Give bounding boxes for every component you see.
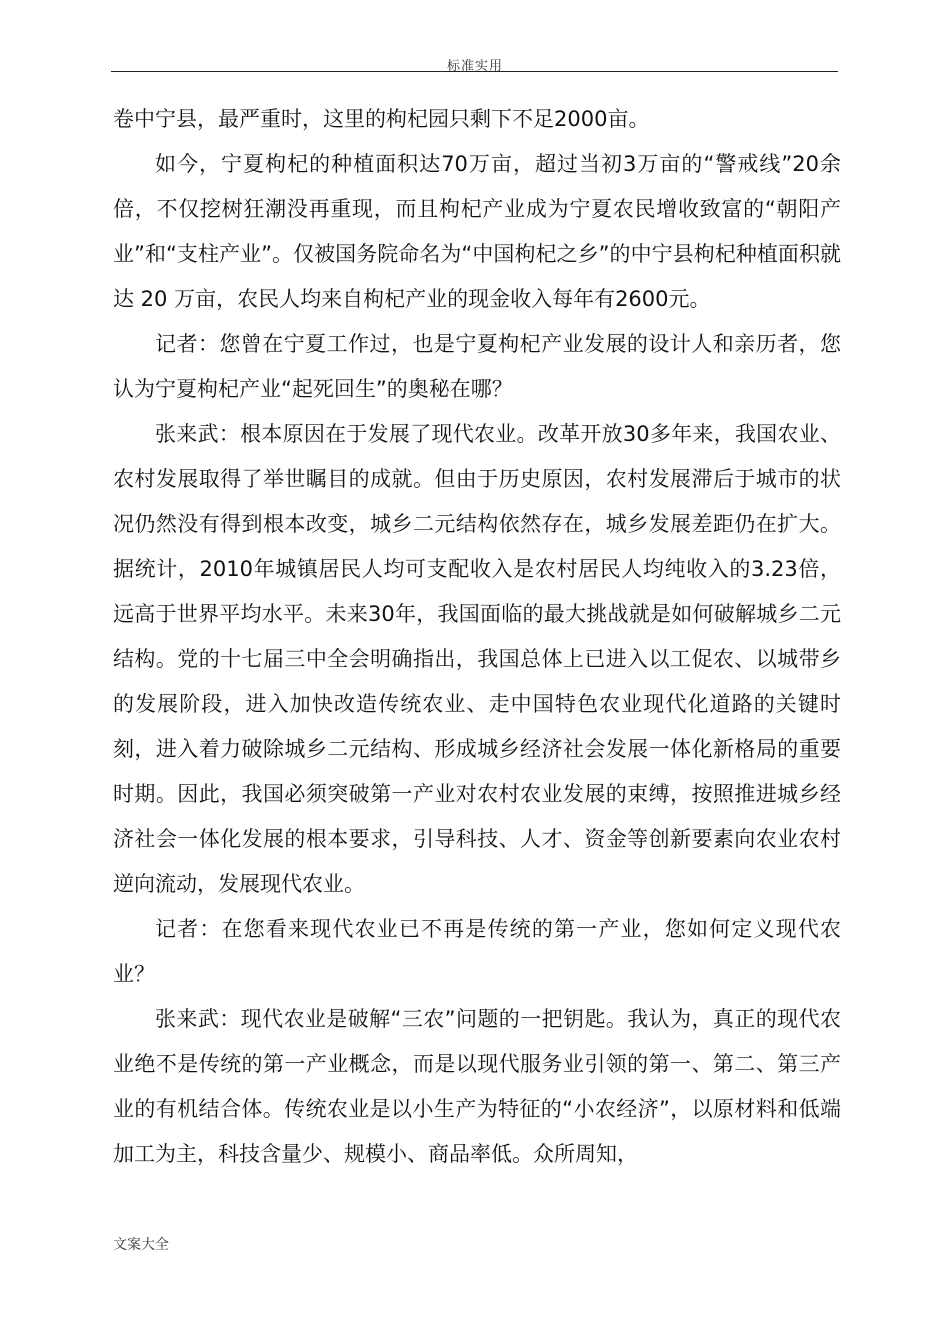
paragraph-answer: 张来武：现代农业是破解“三农”问题的一把钥匙。我认为，真正的现代农业绝不是传统的第一产业概念，而是以现代服务业引领的第一、第二、第三产业的有机结合体。传统农业是以小生产为特征的“小农经济”，以原材料和低端加工为主，科技含量少、规模小、商品率低。众所周知， <box>113 1007 841 1166</box>
paragraph-continued: 卷中宁县，最严重时，这里的枸杞园只剩下不足2000亩。 <box>113 107 650 131</box>
paragraph-answer: 张来武：根本原因在于发展了现代农业。改革开放30多年来，我国农业、农村发展取得了举世瞩目的成就。但由于历史原因，农村发展滞后于城市的状况仍然没有得到根本改变，城乡二元结构依然存在，城乡发展差距仍在扩大。据统计，2010年城镇居民人均可支配收入是农村居民人均纯收入的3.23倍，远高于世界平均水平。未来30年，我国面临的最大挑战就是如何破解城乡二元结构。党的十七届三中全会明确指出，我国总体上已进入以工促农、以城带乡的发展阶段，进入加快改造传统农业、走中国特色农业现代化道路的关键时刻，进入着力破除城乡二元结构、形成城乡经济社会发展一体化新格局的重要时期。因此，我国必须突破第一产业对农村农业发展的束缚，按照推进城乡经济社会一体化发展的根本要求，引导科技、人才、资金等创新要素向农业农村逆向流动，发展现代农业。 <box>113 422 841 896</box>
header-divider <box>111 71 838 72</box>
page-footer: 文案大全 <box>113 1237 169 1253</box>
document-body <box>113 97 841 1177</box>
paragraph: 如今，宁夏枸杞的种植面积达70万亩，超过当初3万亩的“警戒线”20余倍，不仅挖树狂潮没再重现，而且枸杞产业成为宁夏农民增收致富的“朝阳产业”和“支柱产业”。仅被国务院命名为“中国枸杞之乡”的中宁县枸杞种植面积就达 20 万亩，农民人均来自枸杞产业的现金收入每年有2600元。 <box>113 152 841 311</box>
page-header: 标准实用 <box>446 59 503 74</box>
paragraph-reporter-question: 记者：您曾在宁夏工作过，也是宁夏枸杞产业发展的设计人和亲历者，您认为宁夏枸杞产业“起死回生”的奥秘在哪？ <box>113 332 841 401</box>
paragraph-reporter-question: 记者：在您看来现代农业已不再是传统的第一产业，您如何定义现代农业？ <box>113 917 841 986</box>
